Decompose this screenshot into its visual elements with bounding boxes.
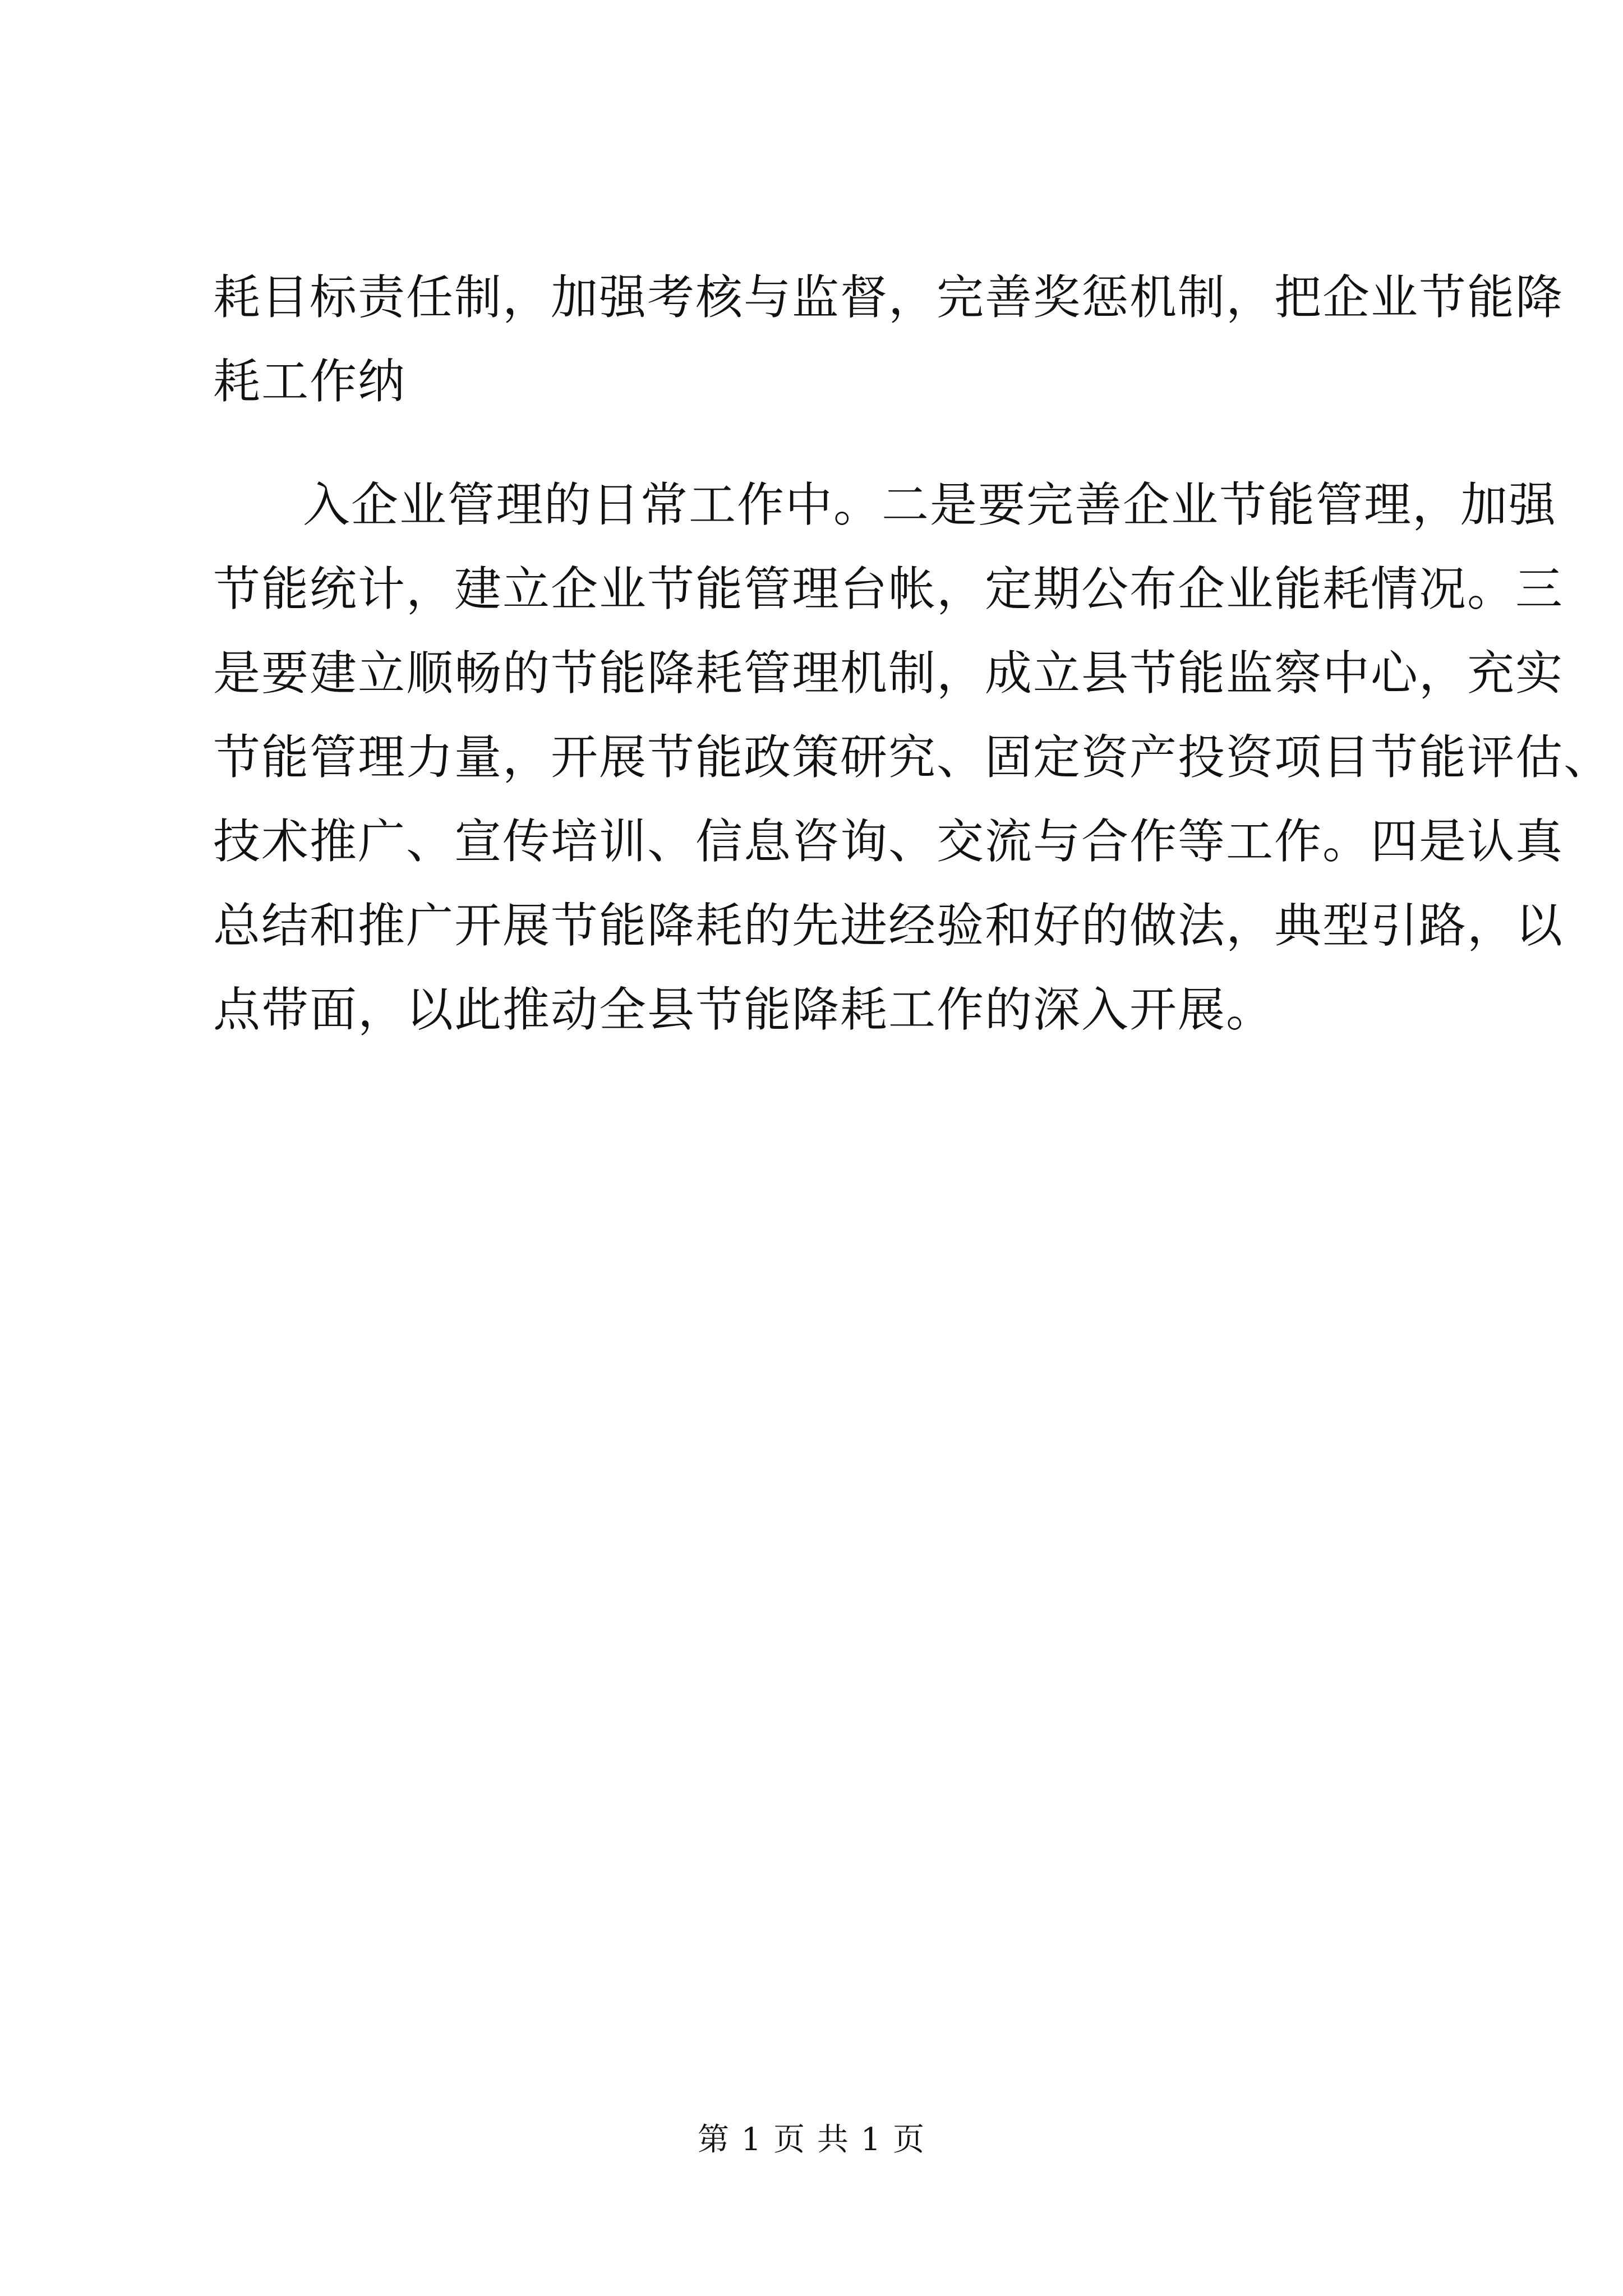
paragraph-2-line-4: 节能管理力量，开展节能政策研究、固定资产投资项目节能评估、: [213, 730, 1612, 785]
paragraph-2-line-5: 技术推广、宣传培训、信息咨询、交流与合作等工作。四是认真: [213, 814, 1564, 869]
paragraph-2-line-3: 是要建立顺畅的节能降耗管理机制，成立县节能监察中心，充实: [213, 646, 1564, 701]
paragraph-2-line-6: 总结和推广开展节能降耗的先进经验和好的做法，典型引路，以: [213, 898, 1564, 953]
paragraph-1-line-2: 耗工作纳: [213, 354, 407, 409]
paragraph-2-line-7: 点带面，以此推动全县节能降耗工作的深入开展。: [213, 982, 1275, 1037]
page-footer: 第 1 页 共 1 页: [697, 2122, 926, 2158]
paragraph-1-line-1: 耗目标责任制，加强考核与监督，完善奖惩机制，把企业节能降: [213, 270, 1564, 325]
paragraph-2-line-2: 节能统计，建立企业节能管理台帐，定期公布企业能耗情况。三: [213, 562, 1564, 616]
paragraph-2-line-1: 入企业管理的日常工作中。二是要完善企业节能管理，加强: [303, 477, 1557, 532]
